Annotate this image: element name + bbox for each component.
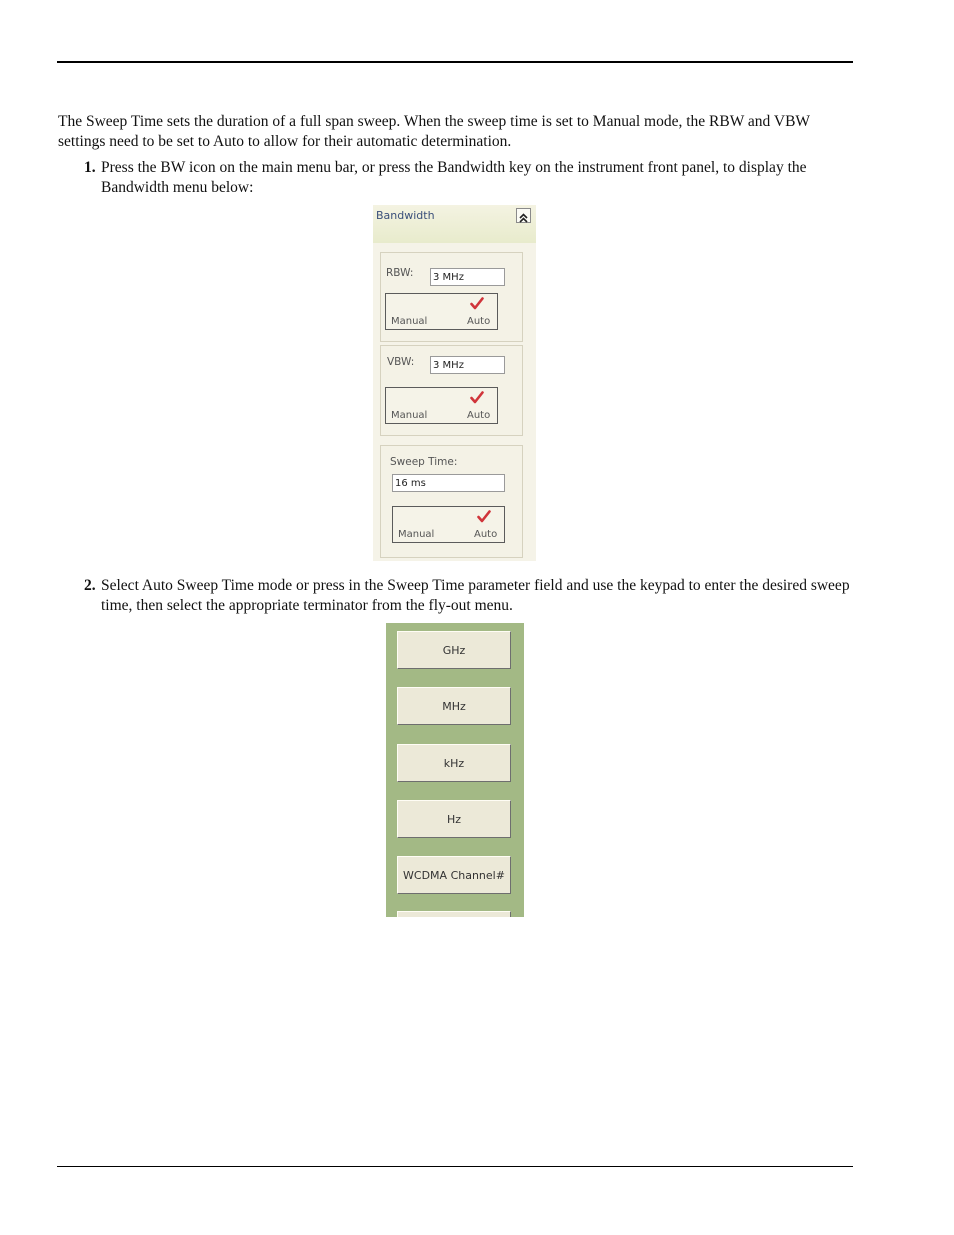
mhz-button[interactable]: MHz: [397, 687, 511, 725]
vbw-manual-label: Manual: [391, 410, 428, 421]
header-rule: [57, 61, 853, 63]
auto-check-icon: [470, 391, 484, 404]
sweep-time-label: Sweep Time:: [390, 456, 458, 468]
rbw-group: [380, 252, 523, 342]
vbw-field[interactable]: 3 MHz: [430, 356, 505, 374]
ghz-button[interactable]: GHz: [397, 631, 511, 669]
vbw-auto-label: Auto: [467, 410, 491, 421]
rbw-auto-label: Auto: [467, 316, 491, 327]
auto-check-icon: [477, 510, 491, 523]
wcdma-channel-button[interactable]: WCDMA Channel#: [397, 856, 511, 894]
rbw-label: RBW:: [386, 267, 414, 279]
rbw-manual-label: Manual: [391, 316, 428, 327]
bandwidth-menu-header: [373, 205, 536, 243]
bandwidth-menu-title: Bandwidth: [376, 209, 435, 222]
sweep-time-field[interactable]: 16 ms: [392, 474, 505, 492]
sweep-time-mode-toggle[interactable]: [392, 506, 505, 543]
partial-button[interactable]: [397, 911, 511, 917]
step-1: [84, 158, 854, 197]
vbw-mode-toggle[interactable]: [385, 387, 498, 424]
intro-paragraph: The Sweep Time sets the duration of a full span sweep. When the sweep time is set to Manual mode, the RBW and VBW settings need to be set to Auto to allow for their automatic determination.: [58, 113, 810, 150]
hz-button[interactable]: Hz: [397, 800, 511, 838]
step-number: 1.: [84, 159, 96, 176]
rbw-mode-toggle[interactable]: [385, 293, 498, 330]
rbw-field[interactable]: 3 MHz: [430, 268, 505, 286]
sweep-time-group: [380, 445, 523, 558]
step-text: Press the BW icon on the main menu bar, or press the Bandwidth key on the instrument front panel, to display the Bandwidth menu below:: [101, 159, 807, 196]
sweep-time-auto-label: Auto: [474, 529, 498, 540]
step-number: 2.: [84, 577, 96, 594]
step-text: Select Auto Sweep Time mode or press in the Sweep Time parameter field and use the keypad to enter the desired sweep time, then select the appropriate terminator from the fly-out menu.: [101, 577, 850, 614]
bandwidth-menu: [373, 205, 536, 561]
auto-check-icon: [470, 297, 484, 310]
khz-button[interactable]: kHz: [397, 744, 511, 782]
footer-rule: [57, 1166, 853, 1167]
step-2: [84, 576, 854, 615]
sweep-time-manual-label: Manual: [398, 529, 435, 540]
terminator-flyout-menu: [386, 623, 524, 917]
vbw-label: VBW:: [387, 356, 415, 368]
double-chevron-up-icon[interactable]: [516, 208, 531, 223]
vbw-group: [380, 345, 523, 436]
